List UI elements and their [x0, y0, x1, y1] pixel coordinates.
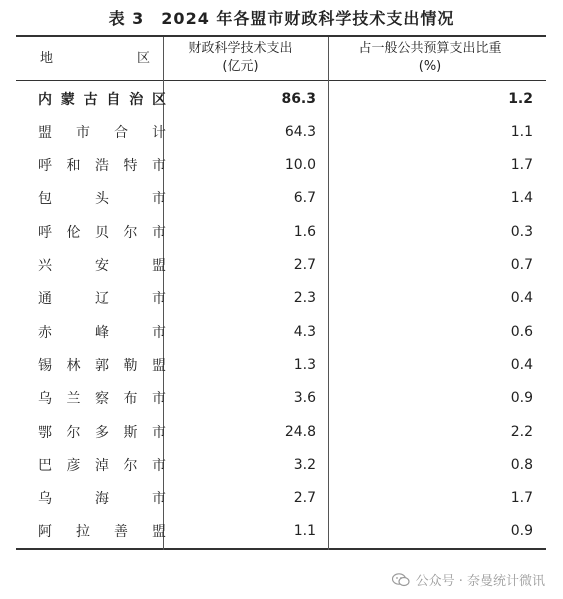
region-name-char: 市: [152, 391, 166, 408]
spending-value: 10.0: [284, 157, 316, 174]
region-name-char: 内: [38, 91, 52, 108]
region-name: [38, 515, 166, 548]
header-region-char: 地: [40, 51, 54, 66]
region-name-char: 包: [38, 191, 52, 208]
region-name-char: 合: [114, 124, 128, 141]
region-name: [38, 448, 166, 481]
region-name-char: 盟: [38, 124, 52, 141]
region-name: [38, 82, 166, 115]
header-share-unit: (%): [418, 59, 442, 74]
spending-cell: [166, 149, 334, 182]
spending-cell: [166, 215, 334, 248]
table-row: [16, 415, 546, 448]
spending-value: 24.8: [284, 423, 316, 440]
table-row: [16, 82, 546, 115]
region-name-char: 盟: [152, 357, 166, 374]
region-name-char: 和: [66, 158, 81, 175]
header-share: [330, 40, 530, 76]
share-cell: [331, 448, 545, 481]
share-cell: [331, 149, 545, 182]
table-row: [16, 315, 546, 348]
region-name-char: 头: [95, 191, 109, 208]
region-name-char: 呼: [38, 224, 52, 241]
spending-value: 6.7: [293, 190, 316, 207]
watermark: [392, 570, 545, 589]
region-name-char: 市: [152, 191, 166, 208]
region-name-char: 斯: [123, 424, 138, 441]
region-name-char: 安: [95, 258, 109, 274]
region-name: [38, 215, 166, 248]
share-value: 1.7: [510, 157, 533, 174]
region-name-char: 巴: [38, 457, 52, 474]
table-row: [16, 215, 546, 248]
region-name-char: 尔: [123, 224, 138, 241]
region-name-char: 区: [151, 91, 166, 108]
region-name: [38, 149, 166, 182]
share-value: 0.4: [510, 356, 533, 373]
spending-value: 3.2: [293, 456, 316, 473]
spending-value: 86.3: [281, 90, 316, 107]
share-cell: [331, 382, 545, 415]
spending-cell: [166, 415, 334, 448]
spending-cell: [166, 448, 334, 481]
region-name-char: 海: [95, 491, 109, 508]
region-name: [38, 282, 166, 315]
table-title: 表 3 2024 年各盟市财政科学技术支出情况: [108, 9, 455, 28]
header-spending: [163, 40, 318, 76]
spending-value: 4.3: [293, 323, 316, 340]
share-cell: [331, 115, 545, 148]
header-region: [40, 50, 150, 68]
region-name-char: 拉: [76, 524, 90, 541]
share-cell: [331, 348, 545, 381]
region-name-char: 善: [114, 524, 128, 541]
region-name-char: 多: [95, 424, 109, 441]
region-name-char: 察: [95, 391, 109, 408]
spending-cell: [166, 482, 334, 515]
region-name-char: 彦: [66, 457, 81, 474]
share-cell: [331, 182, 545, 215]
region-name-char: 市: [152, 324, 166, 341]
share-value: 0.7: [510, 257, 533, 273]
share-cell: [331, 482, 545, 515]
region-name-char: 锡: [38, 357, 52, 374]
top-rule: [16, 35, 546, 37]
region-name-char: 市: [152, 491, 166, 508]
header-share-label: 占一般公共预算支出比重: [358, 41, 502, 56]
spending-value: 1.6: [293, 223, 316, 240]
table-row: [16, 382, 546, 415]
spending-value: 1.3: [293, 356, 316, 373]
spending-value: 2.7: [293, 490, 316, 507]
region-name-char: 市: [152, 424, 166, 441]
region-name-char: 通: [38, 291, 52, 308]
table-row: [16, 115, 546, 148]
share-cell: [331, 215, 545, 248]
header-region-char: 区: [136, 51, 150, 66]
region-name-char: 乌: [38, 391, 52, 408]
region-name-char: 郭: [95, 357, 109, 374]
share-value: 1.2: [508, 90, 533, 107]
region-name-char: 古: [83, 91, 98, 108]
region-name-char: 特: [123, 158, 138, 175]
region-name-char: 蒙: [60, 91, 75, 108]
region-name-char: 市: [152, 158, 166, 175]
share-value: 0.6: [510, 323, 533, 340]
header-spending-label: 财政科学技术支出: [188, 41, 293, 56]
table-row: [16, 182, 546, 215]
share-value: 0.9: [510, 390, 533, 407]
region-name: [38, 382, 166, 415]
region-name-char: 贝: [95, 224, 109, 241]
region-name-char: 鄂: [38, 424, 52, 441]
region-name-char: 勒: [123, 357, 138, 374]
spending-cell: [166, 182, 334, 215]
region-name: [38, 415, 166, 448]
share-value: 0.8: [510, 456, 533, 473]
spending-value: 1.1: [293, 523, 316, 540]
region-name-char: 盟: [152, 258, 166, 274]
spending-value: 2.7: [293, 257, 316, 273]
region-name: [38, 348, 166, 381]
region-name-char: 治: [129, 91, 144, 108]
share-value: 1.7: [510, 490, 533, 507]
region-name-char: 尔: [123, 457, 138, 474]
spending-cell: [166, 282, 334, 315]
bottom-rule: [16, 548, 546, 550]
spending-value: 64.3: [284, 123, 316, 140]
spending-cell: [166, 315, 334, 348]
spending-value: 2.3: [293, 290, 316, 307]
region-name-char: 尔: [66, 424, 81, 441]
region-name: [38, 482, 166, 515]
region-name-char: 计: [152, 124, 166, 141]
header-rule: [16, 80, 546, 81]
share-cell: [331, 315, 545, 348]
share-cell: [331, 249, 545, 282]
table-row: [16, 282, 546, 315]
share-value: 0.9: [510, 523, 533, 540]
region-name-char: 峰: [95, 324, 109, 341]
table-row: [16, 348, 546, 381]
region-name-char: 阿: [38, 524, 52, 541]
share-cell: [331, 82, 545, 115]
region-name-char: 呼: [38, 158, 52, 175]
share-value: 0.4: [510, 290, 533, 307]
share-value: 0.3: [510, 223, 533, 240]
region-name-char: 伦: [66, 224, 81, 241]
region-name-char: 布: [123, 391, 138, 408]
spending-cell: [166, 82, 334, 115]
region-name: [38, 182, 166, 215]
region-name-char: 市: [152, 457, 166, 474]
region-name: [38, 115, 166, 148]
region-name: [38, 315, 166, 348]
region-name: [38, 249, 166, 282]
table-row: [16, 149, 546, 182]
region-name-char: 辽: [95, 291, 109, 308]
wechat-icon: [392, 573, 410, 587]
spending-cell: [166, 382, 334, 415]
share-value: 1.4: [510, 190, 533, 207]
spending-cell: [166, 249, 334, 282]
region-name-char: 林: [66, 357, 81, 374]
share-cell: [331, 515, 545, 548]
region-name-char: 淖: [95, 457, 109, 474]
region-name-char: 自: [106, 91, 121, 108]
region-name-char: 市: [152, 291, 166, 308]
table-row: [16, 482, 546, 515]
region-name-char: 兴: [38, 258, 52, 274]
region-name-char: 市: [152, 224, 166, 241]
table-row: [16, 448, 546, 481]
spending-value: 3.6: [293, 390, 316, 407]
region-name-char: 市: [76, 124, 90, 141]
region-name-char: 浩: [95, 158, 109, 175]
spending-cell: [166, 348, 334, 381]
table-row: [16, 249, 546, 282]
share-cell: [331, 282, 545, 315]
spending-cell: [166, 515, 334, 548]
table-row: [16, 515, 546, 548]
region-name-char: 兰: [66, 391, 81, 408]
region-name-char: 乌: [38, 491, 52, 508]
region-name-char: 赤: [38, 324, 52, 341]
share-cell: [331, 415, 545, 448]
header-spending-unit: (亿元): [222, 59, 259, 74]
share-value: 1.1: [510, 123, 533, 140]
region-name-char: 盟: [152, 524, 166, 541]
share-value: 2.2: [510, 423, 533, 440]
spending-cell: [166, 115, 334, 148]
watermark-text: 公众号 · 奈曼统计微讯: [415, 574, 545, 589]
